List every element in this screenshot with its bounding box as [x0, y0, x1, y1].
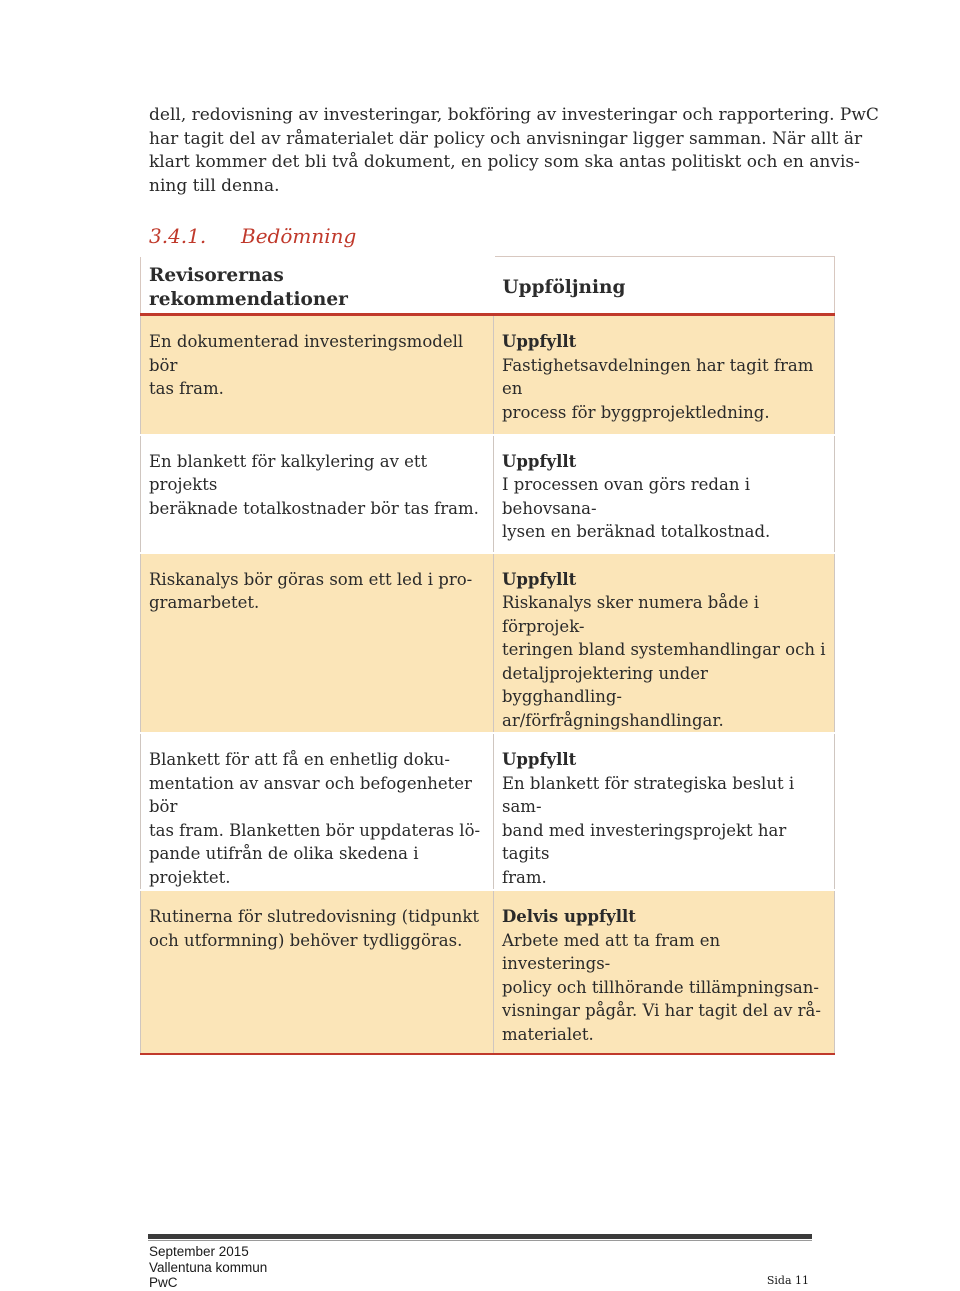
intro-line: dell, redovisning av investeringar, bokföring av investeringar och rapportering. PwC [149, 105, 879, 125]
followup-line: policy och tillhörande tillämpningsan- [502, 977, 819, 997]
recommendation-line: Blankett för att få en enhetlig doku- [149, 750, 450, 769]
followup-cell [494, 553, 835, 734]
recommendation-line: gramarbetet. [149, 593, 260, 612]
status-label: Uppfyllt [502, 750, 577, 769]
recommendation-cell [141, 315, 494, 435]
followup-line: process för byggprojektledning. [502, 402, 770, 422]
section-title: Bedömning [241, 224, 357, 248]
followup-line: visningar pågår. Vi har tagit del av rå- [502, 1001, 821, 1020]
status-label: Uppfyllt [502, 451, 577, 471]
followup-line: materialet. [502, 1024, 594, 1044]
followup-line: detaljprojektering under bygghandling- [502, 663, 708, 706]
followup-line: Fastighetsavdelningen har tagit fram en [502, 355, 814, 398]
recommendation-line: tas fram. [149, 379, 224, 398]
followup-line: ar/förfrågningshandlingar. [502, 710, 724, 730]
recommendation-line: mentation av ansvar och befogenheter bör [149, 773, 472, 816]
table-row [141, 553, 835, 734]
recommendation-cell [141, 553, 494, 734]
intro-line: har tagit del av råmaterialet där policy och anvisningar ligger samman. När allt är [149, 128, 863, 149]
followup-line: band med investeringsprojekt har tagits [502, 820, 787, 863]
followup-line: Riskanalys sker numera både i förprojek- [502, 593, 760, 636]
followup-cell [494, 315, 835, 435]
intro-line: klart kommer det bli två dokument, en policy som ska antas politiskt och en anvis- [149, 152, 860, 172]
section-heading [149, 224, 356, 248]
followup-line: Arbete med att ta fram en investerings- [502, 930, 721, 973]
intro-line: ning till denna. [149, 175, 280, 196]
followup-cell [494, 733, 835, 890]
page-number: Sida 11 [766, 1274, 809, 1287]
footer-divider [148, 1234, 812, 1239]
table-row [141, 733, 835, 890]
followup-line: lysen en beräknad totalkostnad. [502, 522, 771, 541]
header-followup: Uppföljning [494, 257, 835, 315]
page-footer [149, 1244, 267, 1291]
recommendation-line: Riskanalys bör göras som ett led i pro- [149, 569, 473, 589]
table-row [141, 890, 835, 1054]
table-row [141, 435, 835, 553]
recommendation-line: tas fram. Blanketten bör uppdateras lö- [149, 820, 481, 840]
recommendation-line: En dokumenterad investeringsmodell bör [149, 332, 464, 375]
status-label: Uppfyllt [502, 569, 577, 589]
status-label: Delvis uppfyllt [502, 907, 636, 926]
recommendation-line: En blankett för kalkylering av ett projekts [149, 451, 428, 494]
section-number: 3.4.1. [149, 224, 207, 248]
recommendation-line: beräknade totalkostnader bör tas fram. [149, 498, 479, 518]
recommendation-cell [141, 733, 494, 890]
footer-divider-thin [148, 1240, 812, 1241]
footer-date: September 2015 [149, 1244, 249, 1259]
followup-line: teringen bland systemhandlingar och i [502, 640, 826, 659]
intro-paragraph [149, 104, 879, 198]
followup-line: En blankett för strategiska beslut i sam- [502, 773, 795, 816]
followup-line: fram. [502, 867, 547, 887]
recommendation-cell [141, 435, 494, 553]
recommendation-line: Rutinerna för slutredovisning (tidpunkt [149, 907, 480, 926]
footer-organization: Vallentuna kommun [149, 1259, 268, 1275]
recommendation-line: och utformning) behöver tydliggöras. [149, 930, 463, 950]
footer-company: PwC [149, 1275, 178, 1290]
header-recommendations: Revisorernas rekommendationer [141, 257, 494, 315]
assessment-table [140, 256, 835, 1055]
table-header-row [141, 257, 835, 315]
table-row [141, 315, 835, 435]
recommendation-cell [141, 890, 494, 1054]
recommendation-line: pande utifrån de olika skedena i projektet. [149, 844, 419, 887]
followup-cell [494, 890, 835, 1054]
followup-cell [494, 435, 835, 553]
followup-line: I processen ovan görs redan i behovsana- [502, 475, 750, 518]
status-label: Uppfyllt [502, 332, 577, 351]
